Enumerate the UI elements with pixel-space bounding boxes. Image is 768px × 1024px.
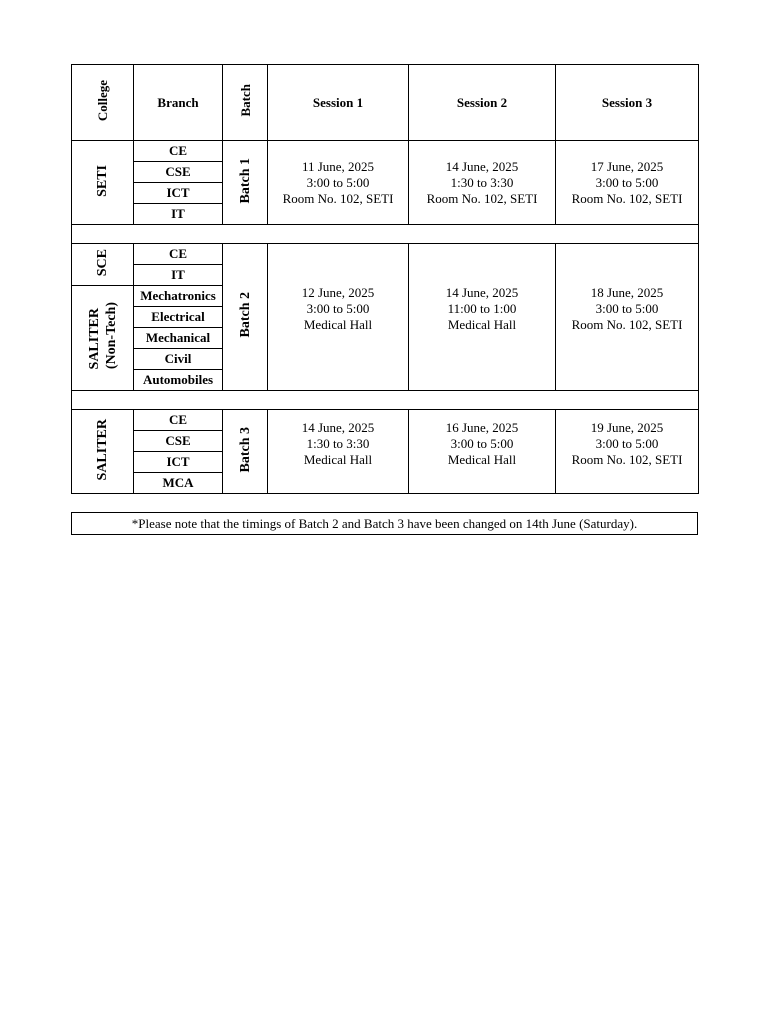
batch2-row (72, 244, 699, 265)
batch2-session-3: 18 June, 2025 3:00 to 5:00 Room No. 102, SETI (556, 244, 699, 391)
schedule-table (71, 64, 699, 494)
batch2-branch: Mechanical (134, 328, 223, 349)
batch3-row (72, 410, 699, 431)
batch1-branch: ICT (134, 183, 223, 204)
batch3-branch: ICT (134, 452, 223, 473)
batch2-branch: Civil (134, 349, 223, 370)
batch1-branch: CE (134, 141, 223, 162)
header-branch: Branch (134, 65, 223, 141)
header-session-2: Session 2 (409, 65, 556, 141)
batch2-branch: CE (134, 244, 223, 265)
header-row (72, 65, 699, 141)
header-college: College (72, 65, 134, 141)
batch1-branch: CSE (134, 162, 223, 183)
batch2-branch: IT (134, 265, 223, 286)
batch1-row (72, 141, 699, 162)
batch2-branch: Electrical (134, 307, 223, 328)
batch2-session-1: 12 June, 2025 3:00 to 5:00 Medical Hall (268, 244, 409, 391)
batch3-branch: CSE (134, 431, 223, 452)
header-batch: Batch (223, 65, 268, 141)
batch1-label: Batch 1 (223, 141, 268, 225)
batch2-label: Batch 2 (223, 244, 268, 391)
spacer-row (72, 391, 699, 410)
spacer-row (72, 225, 699, 244)
batch3-session-1: 14 June, 2025 1:30 to 3:30 Medical Hall (268, 410, 409, 494)
batch2-session-2: 14 June, 2025 11:00 to 1:00 Medical Hall (409, 244, 556, 391)
batch3-college: SALITER (72, 410, 134, 494)
batch1-session-3: 17 June, 2025 3:00 to 5:00 Room No. 102, SETI (556, 141, 699, 225)
batch3-branch: MCA (134, 473, 223, 494)
batch2-college-sce: SCE (72, 244, 134, 286)
batch1-branch: IT (134, 204, 223, 225)
batch2-branch: Automobiles (134, 370, 223, 391)
batch3-label: Batch 3 (223, 410, 268, 494)
timing-change-note: *Please note that the timings of Batch 2 and Batch 3 have been changed on 14th June (Saturday). (71, 512, 698, 535)
batch2-branch: Mechatronics (134, 286, 223, 307)
batch1-college: SETI (72, 141, 134, 225)
batch2-college-saliter: SALITER (Non-Tech) (72, 286, 134, 391)
batch3-branch: CE (134, 410, 223, 431)
header-session-3: Session 3 (556, 65, 699, 141)
batch3-session-3: 19 June, 2025 3:00 to 5:00 Room No. 102, SETI (556, 410, 699, 494)
header-session-1: Session 1 (268, 65, 409, 141)
batch3-session-2: 16 June, 2025 3:00 to 5:00 Medical Hall (409, 410, 556, 494)
batch1-session-1: 11 June, 2025 3:00 to 5:00 Room No. 102, SETI (268, 141, 409, 225)
batch1-session-2: 14 June, 2025 1:30 to 3:30 Room No. 102, SETI (409, 141, 556, 225)
